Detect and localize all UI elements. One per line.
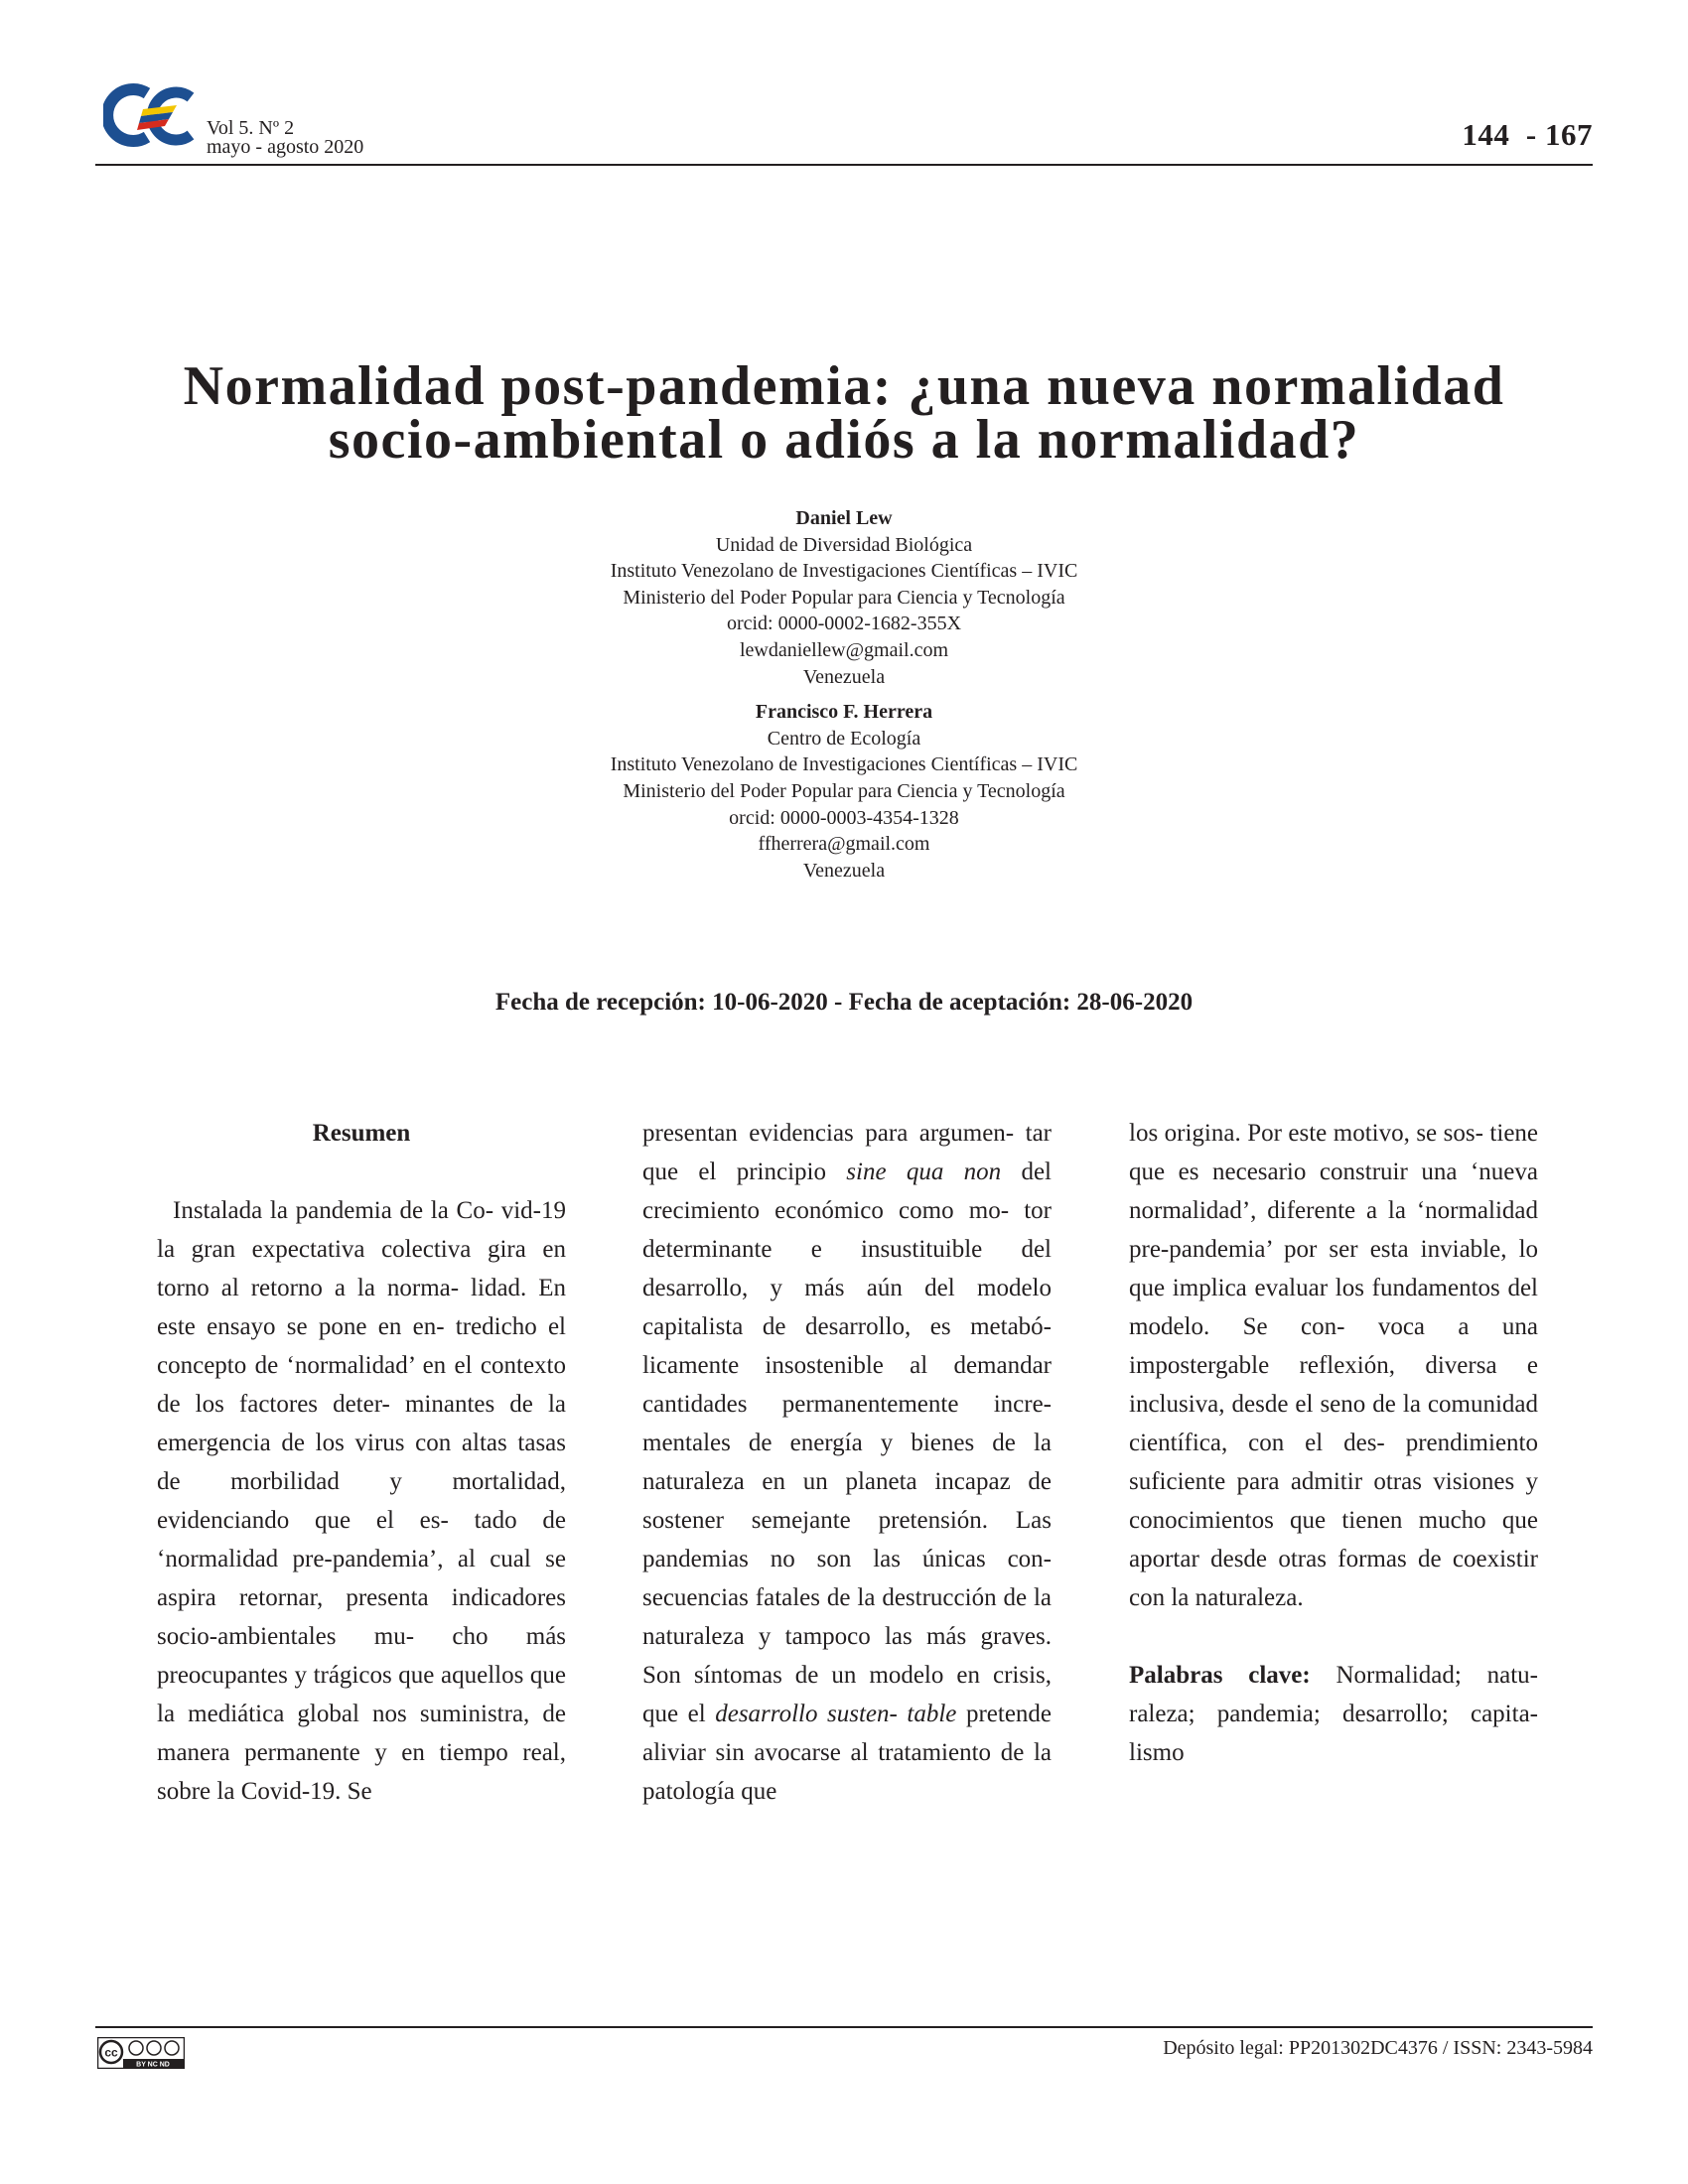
journal-logo-icon bbox=[103, 79, 203, 151]
author-unit: Centro de Ecología bbox=[767, 727, 921, 750]
volume-number: Vol 5. Nº 2 bbox=[207, 117, 295, 139]
author-institute: Instituto Venezolano de Investigaciones Científicas – IVIC bbox=[610, 753, 1078, 776]
author-email: lewdaniellew@gmail.com bbox=[739, 638, 949, 661]
author-name: Daniel Lew bbox=[795, 507, 893, 529]
issue-info bbox=[207, 119, 363, 157]
svg-text:cc: cc bbox=[104, 2045, 118, 2060]
abstract-paragraph: Instalada la pandemia de la Co- vid-19 la gran expectativa colectiva gira en torno al retorno a la norma- lidad. En este ensayo se pone en en- tredicho el concepto de ‘normalidad’ en el contexto de los factores deter- minantes de la emergencia de los virus con altas tasas de morbilidad y mortalidad, evidenciando que el es- tado de ‘normalidad pre-pandemia’, al cual se aspira retornar, presenta indicadores socio-ambientales mu- cho más preocupantes y trágicos que aquellos que la mediática global nos suministra, de manera permanente y en tiempo real, sobre la Covid-19. Se bbox=[157, 1197, 567, 1805]
author-orcid: orcid: 0000-0003-4354-1328 bbox=[729, 806, 959, 829]
abstract-paragraph-continued: los origina. Por este motivo, se sos- tiene que es necesario construir una ‘nueva normalidad’, diferente a la ‘normalidad pre-pandemia’ por ser esta inviable, lo que implica evaluar los fundamentos del modelo. Se con- voca a una impostergable reflexión, diversa e inclusiva, desde el seno de la comunidad científica, con el des- prendimiento suficiente para admitir otras visiones y conocimientos que tienen mucho que aportar desde otras formas de coexistir con la naturaleza. bbox=[1129, 1120, 1539, 1611]
abstract-column-3 bbox=[1129, 1114, 1538, 1772]
author-email: ffherrera@gmail.com bbox=[758, 833, 930, 856]
latin-term: sine qua non bbox=[846, 1159, 1002, 1185]
emphasized-term: desarrollo susten- bbox=[715, 1701, 898, 1727]
title-line-1: Normalidad post-pandemia: ¿una nueva normalidad bbox=[183, 355, 1505, 417]
page-header bbox=[95, 77, 1593, 165]
author-institute: Instituto Venezolano de Investigaciones Científicas – IVIC bbox=[610, 560, 1078, 583]
title-line-2: socio-ambiental o adiós a la normalidad? bbox=[328, 409, 1360, 471]
author-ministry: Ministerio del Poder Popular para Ciencia y Tecnología bbox=[623, 779, 1065, 802]
author-country: Venezuela bbox=[802, 665, 886, 688]
author-list bbox=[447, 505, 1241, 884]
author-country: Venezuela bbox=[802, 859, 886, 882]
abstract-heading: Resumen bbox=[312, 1120, 411, 1147]
author-ministry: Ministerio del Poder Popular para Ciencia y Tecnología bbox=[623, 586, 1065, 609]
issue-period: mayo - agosto 2020 bbox=[207, 136, 364, 158]
author-unit: Unidad de Diversidad Biológica bbox=[715, 533, 973, 556]
footer-divider bbox=[95, 2026, 1593, 2028]
emphasized-term: table bbox=[907, 1701, 957, 1727]
abstract-column-1 bbox=[157, 1114, 566, 1811]
legal-deposit: Depósito legal: PP201302DC4376 / ISSN: 2343-5984 bbox=[1163, 2037, 1593, 2059]
abstract-column-2 bbox=[642, 1114, 1052, 1811]
keywords-list: Normalidad; natu- raleza; pandemia; desarrollo; capita- lismo bbox=[1129, 1662, 1538, 1766]
page-range: 144 - 167 bbox=[1462, 117, 1593, 152]
author-block bbox=[447, 699, 1241, 884]
abstract-paragraph-continued: presentan evidencias para argumen- tar que el principio sine qua non del crecimiento económico como mo- tor determinante e insustituible del desarrollo, y más aún del modelo capitalista de desarrollo, es metabó- licamente insostenible al demandar cantidades permanentemente incre- mentales de energía y bienes de la naturaleza en un planeta incapaz de sostener semejante pretensión. Las pandemias no son las únicas con- secuencias fatales de la destrucción de la naturaleza y tampoco las más graves. Son síntomas de un modelo en crisis, que el desarrollo susten- table pretende aliviar sin avocarse al tratamiento de la patología que bbox=[642, 1120, 1053, 1805]
header-divider bbox=[95, 164, 1593, 166]
author-orcid: orcid: 0000-0002-1682-355X bbox=[726, 613, 962, 635]
submission-dates: Fecha de recepción: 10-06-2020 - Fecha de aceptación: 28-06-2020 bbox=[494, 989, 1194, 1016]
keywords bbox=[1129, 1656, 1538, 1772]
svg-text:BY NC ND: BY NC ND bbox=[136, 2061, 170, 2069]
keywords-label: Palabras clave: bbox=[1129, 1662, 1311, 1689]
article-title bbox=[95, 355, 1593, 471]
author-name: Francisco F. Herrera bbox=[755, 701, 933, 724]
author-block bbox=[447, 505, 1241, 690]
cc-license-icon[interactable] bbox=[97, 2037, 185, 2069]
